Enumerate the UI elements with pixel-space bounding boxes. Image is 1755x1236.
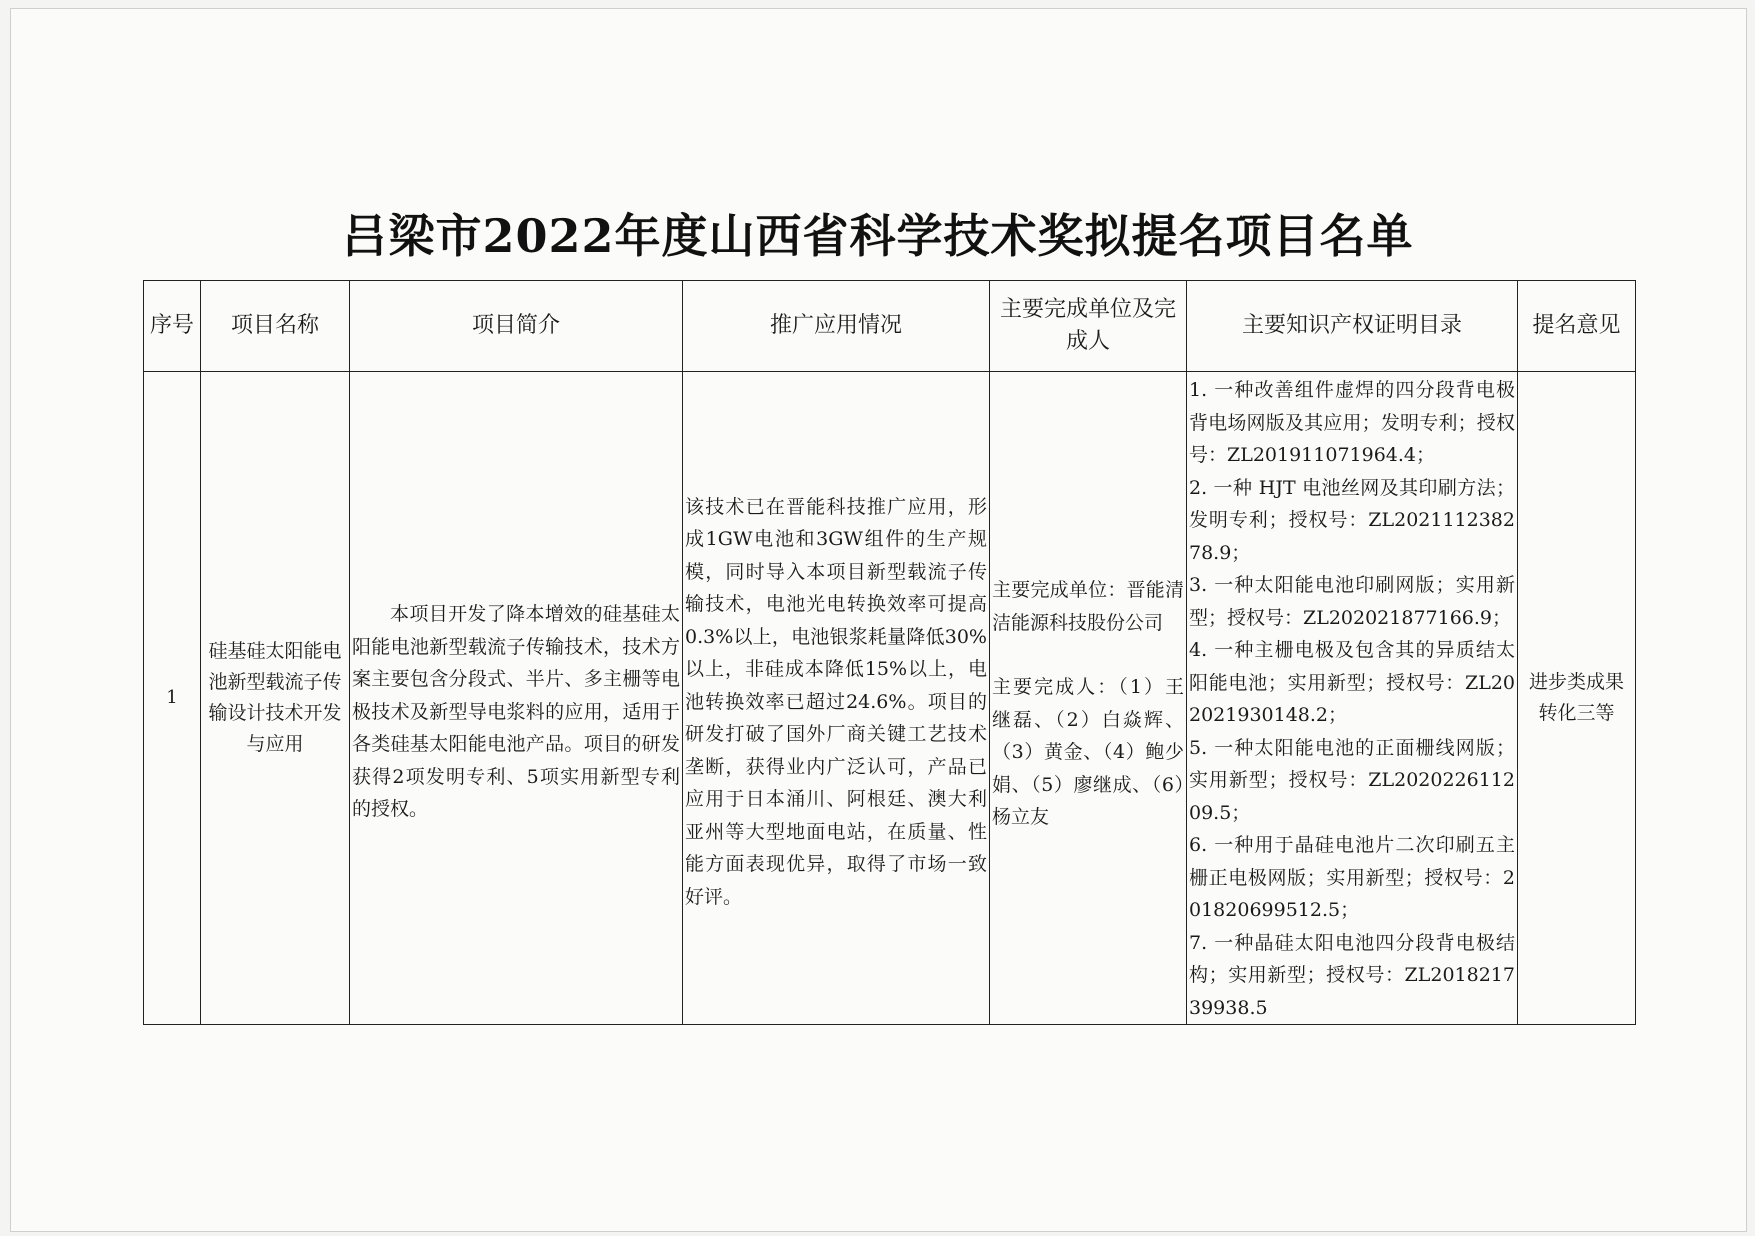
cell-application	[683, 372, 990, 1025]
ip-item: 5. 一种太阳能电池的正面栅线网版；实用新型；授权号：ZL202022611209.5；	[1189, 736, 1515, 824]
cell-project-name	[201, 372, 350, 1025]
completers-unit: 主要完成单位：晋能清洁能源科技股份公司	[992, 579, 1184, 634]
table-row	[144, 372, 1636, 1025]
cell-opinion	[1518, 372, 1636, 1025]
completers-wrap	[992, 562, 1184, 834]
project-name-text: 硅基硅太阳能电池新型载流子传输设计技术开发与应用	[208, 640, 342, 755]
ip-item: 3. 一种太阳能电池印刷网版；实用新型；授权号：ZL202021877166.9；	[1189, 574, 1515, 629]
cell-seq: 1	[144, 372, 201, 1025]
application-text: 该技术已在晋能科技推广应用，形成1GW电池和3GW组件的生产规模，同时导入本项目新型载流子传输技术，电池光电转换效率可提高0.3%以上，电池银浆耗量降低30%以上，非硅成本降低15%以上，电池转换效率已超过24.6%。项目的研发打破了国外厂商关键工艺技术垄断，获得业内广泛认可，产品已应用于日本涌川、阿根廷、澳大利亚州等大型地面电站，在质量、性能方面表现优异，取得了市场一致好评。	[685, 495, 987, 908]
document-title: 吕梁市2022年度山西省科学技术奖拟提名项目名单	[341, 209, 1414, 263]
header-name: 项目名称	[201, 281, 350, 372]
ip-item: 1. 一种改善组件虚焊的四分段背电极背电场网版及其应用；发明专利；授权号：ZL201911071964.4；	[1189, 379, 1515, 466]
summary-text: 本项目开发了降本增效的硅基硅太阳能电池新型载流子传输技术，技术方案主要包含分段式、半片、多主栅等电极技术及新型导电浆料的应用，适用于各类硅基太阳能电池产品。项目的研发获得2项发明专利、5项实用新型专利的授权。	[352, 603, 680, 821]
header-completers: 主要完成单位及完成人	[990, 281, 1187, 372]
ip-item: 7. 一种晶硅太阳电池四分段背电极结构；实用新型；授权号：ZL201821739938.5	[1189, 931, 1515, 1019]
nomination-table	[143, 280, 1636, 1025]
cell-ip	[1187, 372, 1518, 1025]
cell-completers	[990, 372, 1187, 1025]
table-header-row	[144, 281, 1636, 372]
completers-people: 主要完成人：（1）王继磊、（2）白焱辉、（3）黄金、（4）鲍少娟、（5）廖继成、（6）杨立友	[992, 676, 1184, 829]
header-seq: 序号	[144, 281, 201, 372]
header-application: 推广应用情况	[683, 281, 990, 372]
cell-summary	[350, 372, 683, 1025]
ip-item: 2. 一种 HJT 电池丝网及其印刷方法；发明专利；授权号：ZL202111238278.9；	[1189, 476, 1515, 564]
ip-item: 4. 一种主栅电极及包含其的异质结太阳能电池；实用新型；授权号：ZL202021930148.2；	[1189, 639, 1515, 726]
opinion-text: 进步类成果转化三等	[1528, 671, 1624, 724]
header-ip: 主要知识产权证明目录	[1187, 281, 1518, 372]
header-opinion: 提名意见	[1518, 281, 1636, 372]
ip-item: 6. 一种用于晶硅电池片二次印刷五主栅正电极网版；实用新型；授权号：201820699512.5；	[1189, 834, 1515, 921]
header-summary: 项目简介	[350, 281, 683, 372]
ip-list	[1189, 372, 1515, 1024]
